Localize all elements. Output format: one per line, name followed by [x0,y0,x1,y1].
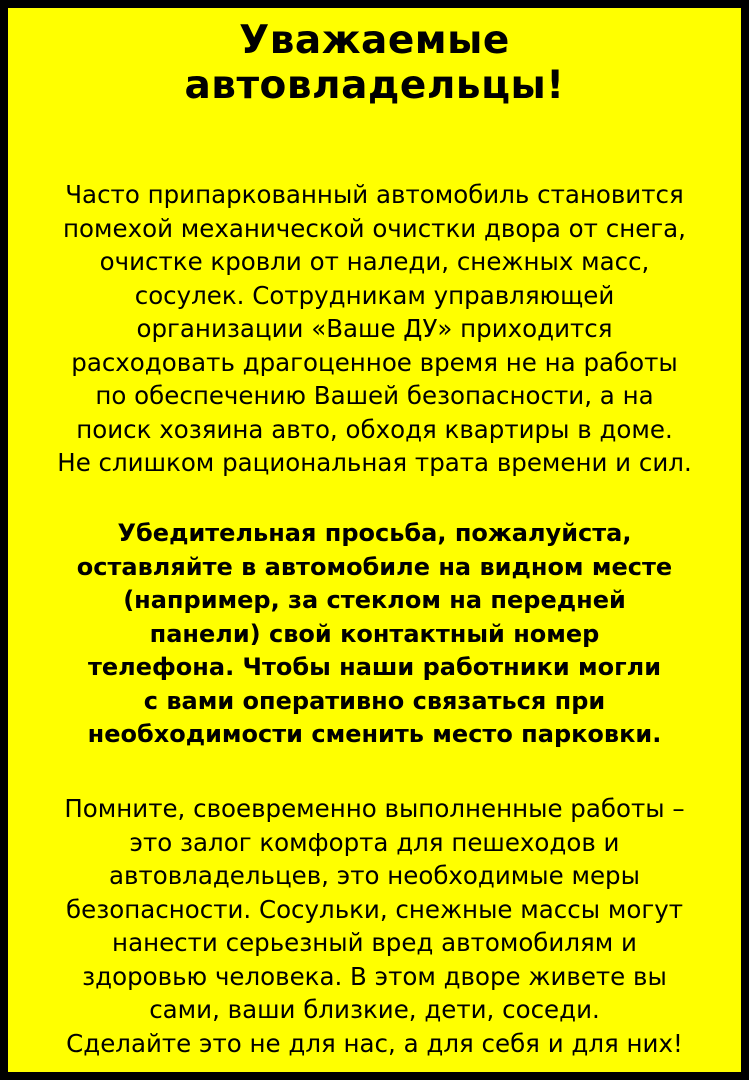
text-line: телефона. Чтобы наши работники могли [87,653,662,681]
text-line: это залог комфорта для пешеходов и [129,827,620,857]
paragraph-reminder [16,792,733,1060]
title-line: Уважаемые [239,18,510,63]
text-line: нанести серьезный вред автомобилям и [112,928,637,957]
text-line: по обеспечению Вашей безопасности, а на [95,381,654,410]
text-line: (например, за стеклом на передней [123,586,626,614]
text-line: необходимости сменить место парковки. [87,720,662,748]
notice-title [16,18,733,108]
text-line: поиск хозяина авто, обходя квартиры в доме. [76,414,673,444]
text-line: безопасности. Сосульки, снежные массы могут [66,894,683,924]
text-line: расходовать драгоценное время не на работы [71,347,678,377]
text-line: помехой механической очистки двора от снега, [63,213,686,243]
text-line: организации «Ваше ДУ» приходится [136,314,613,343]
text-line: автовладельцев, это необходимые меры [109,861,640,890]
text-line: сосулек. Сотрудникам управляющей [134,280,615,310]
text-line: Убедительная просьба, пожалуйста, [117,519,632,547]
title-line: автовладельцы! [184,63,565,108]
text-line: Не слишком рациональная трата времени и сил. [57,448,692,477]
paragraph-problem [16,178,733,480]
paragraph-request [16,517,733,752]
text-line: сами, ваши близкие, дети, соседи. [149,995,600,1024]
text-line: панели) свой контактный номер [149,619,600,648]
text-line: оставляйте в автомобиле на видном месте [76,552,673,581]
text-line: с вами оперативно связаться при [143,686,606,715]
text-line: Помните, своевременно выполненные работы – [64,794,685,823]
text-line: Часто припаркованный автомобиль становится [65,180,684,209]
text-line: очистке кровли от наледи, снежных масс, [99,247,650,276]
text-line: здоровью человека. В этом дворе живете вы [82,961,667,991]
text-line: Сделайте это не для нас, а для себя и для них! [66,1028,683,1058]
